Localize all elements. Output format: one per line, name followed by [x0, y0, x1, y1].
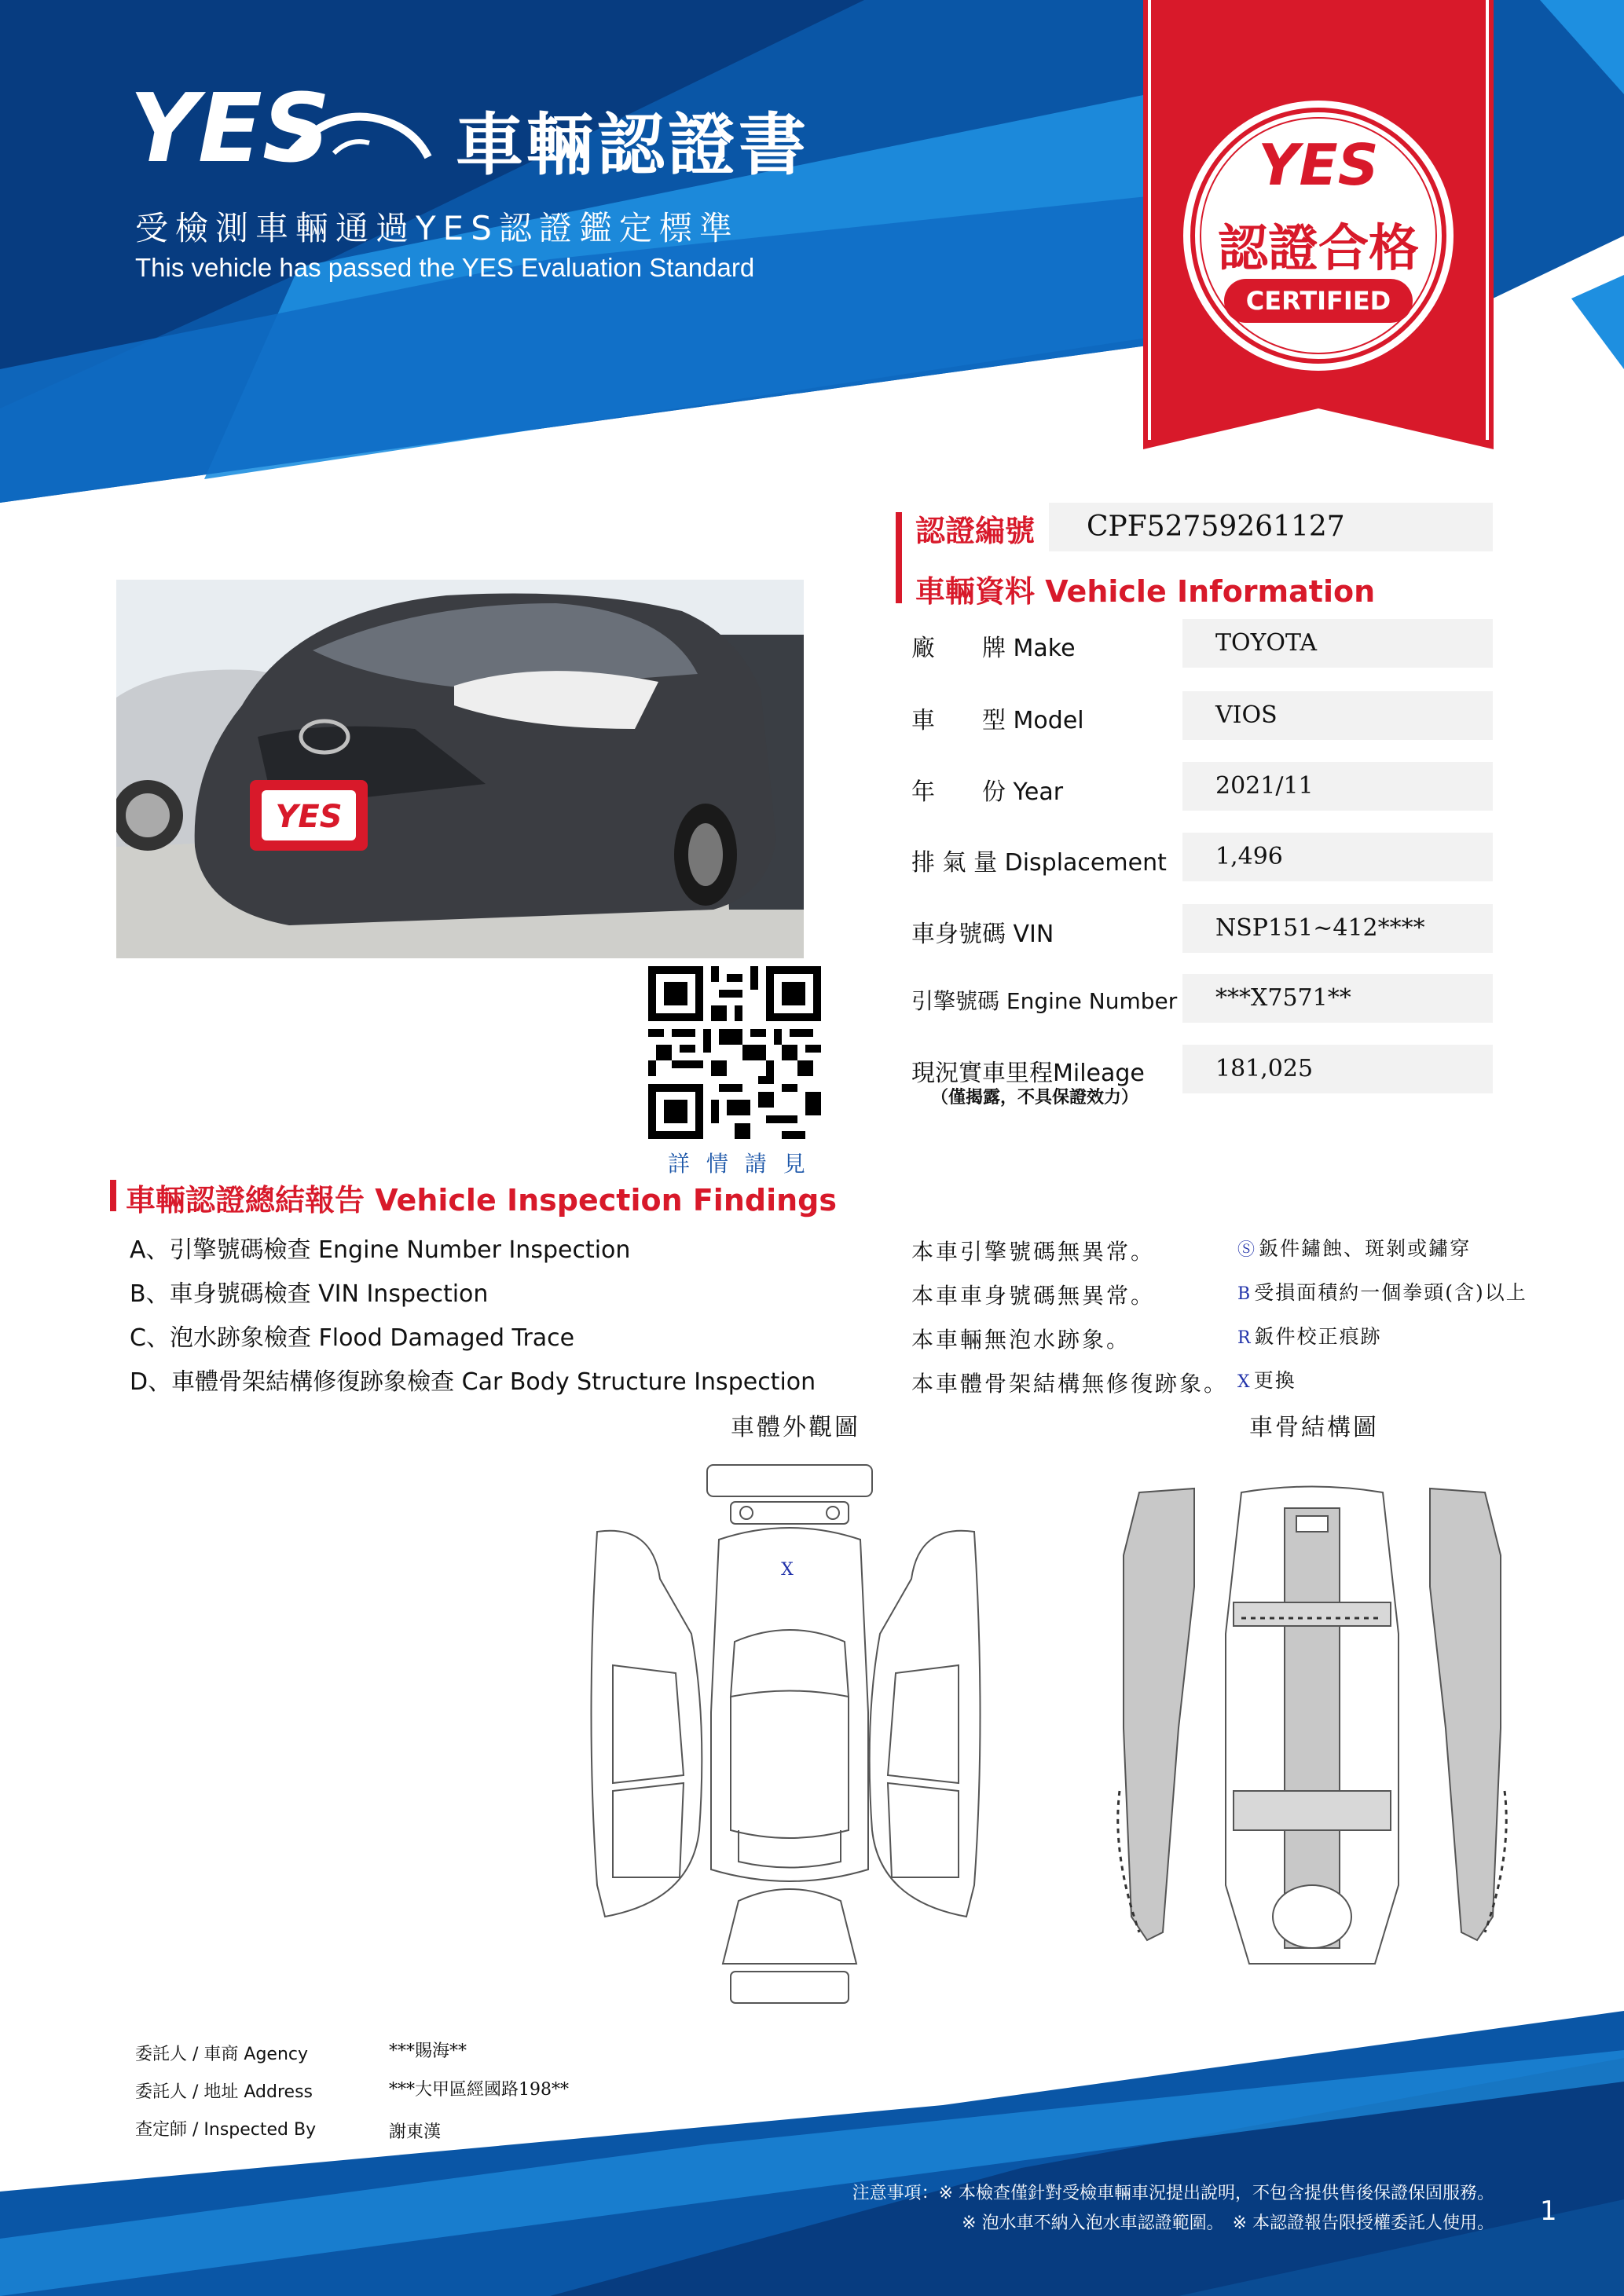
inspector-value: 謝東漢	[389, 2122, 442, 2142]
model-value: VIOS	[1182, 691, 1493, 740]
mileage-note: （僅揭露，不具保證效力）	[931, 1088, 1139, 1108]
displacement-value: 1,496	[1182, 833, 1493, 881]
mileage-label: 現況實車里程Mileage	[911, 1060, 1145, 1087]
finding-c-result: 本車輛無泡水跡象。	[911, 1327, 1131, 1353]
notice-line-2: ※ 泡水車不納入泡水車認證範圍。 ※ 本認證報告限授權委託人使用。	[962, 2214, 1494, 2233]
finding-d-result: 本車體骨架結構無修復跡象。	[911, 1371, 1229, 1397]
vehicle-photo-drawing	[116, 580, 804, 958]
year-value: 2021/11	[1182, 762, 1493, 811]
subtitle-cn: 受檢測車輛通過YES認證鑑定標準	[135, 209, 739, 247]
finding-a-label: A、引擎號碼檢查 Engine Number Inspection	[130, 1236, 631, 1264]
address-value: ***大甲區經國路198**	[389, 2080, 569, 2100]
badge-label-cn: 認證合格	[1218, 220, 1419, 278]
finding-c-label: C、泡水跡象檢查 Flood Damaged Trace	[130, 1324, 575, 1352]
legend-text: 鈑件校正痕跡	[1254, 1325, 1382, 1348]
model-label: 車 型 Model	[911, 707, 1084, 734]
logo-text: YES	[130, 75, 331, 184]
legend-text: 受損面積約一個拳頭(含)以上	[1254, 1281, 1527, 1304]
subtitle-en: This vehicle has passed the YES Evaluation Standard	[135, 253, 755, 282]
exterior-diagram	[581, 1461, 990, 2011]
header-logo	[130, 75, 436, 185]
exterior-diagram-title: 車體外觀圖	[731, 1414, 860, 1441]
legend-symbol: X	[1237, 1372, 1250, 1392]
badge-label-en-text: CERTIFIED	[1245, 286, 1391, 316]
inspector-label: 查定師 / Inspected By	[135, 2120, 317, 2140]
findings-marker	[110, 1180, 116, 1211]
certificate-number: CPF52759261127	[1049, 503, 1493, 551]
address-label: 委託人 / 地址 Address	[135, 2082, 313, 2102]
qr-code-icon	[648, 966, 821, 1139]
finding-a-result: 本車引擎號碼無異常。	[911, 1239, 1156, 1265]
vehicle-info-title: 車輛資料 Vehicle Information	[915, 574, 1376, 609]
page-number: 1	[1540, 2195, 1557, 2227]
vehicle-photo	[116, 580, 804, 958]
make-label: 廠 牌 Make	[911, 635, 1076, 662]
structure-diagram-title: 車骨結構圖	[1249, 1414, 1379, 1441]
legend-item	[1237, 1321, 1567, 1365]
year-label: 年 份 Year	[911, 778, 1064, 806]
legend-text: 鈑件鏽蝕、斑剝或鏽穿	[1259, 1237, 1472, 1260]
car-swoosh-icon	[279, 94, 436, 165]
legend-symbol: B	[1237, 1284, 1251, 1304]
engine-number-label: 引擎號碼 Engine Number	[911, 988, 1178, 1014]
notice-line-1: 注意事項：※ 本檢查僅針對受檢車輛車況提出說明，不包含提供售後保證保固服務。	[852, 2184, 1494, 2203]
badge-logo: YES	[1258, 132, 1379, 198]
vin-label: 車身號碼 VIN	[911, 921, 1054, 948]
vin-value: NSP151~412****	[1182, 904, 1493, 953]
agency-value: ***賜海**	[389, 2041, 467, 2061]
finding-b-label: B、車身號碼檢查 VIN Inspection	[130, 1280, 489, 1308]
legend-symbol: R	[1237, 1328, 1251, 1348]
qr-caption: 詳 情 請 見	[668, 1151, 810, 1177]
legend-symbol: Ⓢ	[1237, 1240, 1256, 1260]
document-title: 車輛認證書	[456, 106, 809, 185]
mileage-value: 181,025	[1182, 1045, 1493, 1093]
legend-item	[1237, 1365, 1567, 1409]
engine-number-value: ***X7571**	[1182, 974, 1493, 1023]
displacement-label: 排 氣 量 Displacement	[911, 849, 1167, 877]
exterior-mark: X	[781, 1560, 794, 1580]
findings-title: 車輛認證總結報告 Vehicle Inspection Findings	[126, 1183, 837, 1218]
structure-diagram	[1108, 1477, 1516, 1979]
finding-d-label: D、車體骨架結構修復跡象檢查 Car Body Structure Inspection	[130, 1368, 816, 1396]
legend-item	[1237, 1233, 1567, 1277]
qr-code[interactable]	[648, 966, 821, 1139]
badge-label-en	[1224, 279, 1413, 323]
legend-item	[1237, 1277, 1567, 1321]
make-value: TOYOTA	[1182, 619, 1493, 668]
legend-text: 更換	[1253, 1369, 1296, 1392]
svg-text:YES: YES	[275, 799, 343, 835]
certificate-number-label: 認證編號	[915, 514, 1036, 548]
finding-b-result: 本車車身號碼無異常。	[911, 1283, 1156, 1309]
section-marker	[896, 512, 902, 603]
agency-label: 委託人 / 車商 Agency	[135, 2045, 309, 2064]
certified-banner	[1143, 0, 1494, 449]
legend	[1237, 1233, 1567, 1409]
